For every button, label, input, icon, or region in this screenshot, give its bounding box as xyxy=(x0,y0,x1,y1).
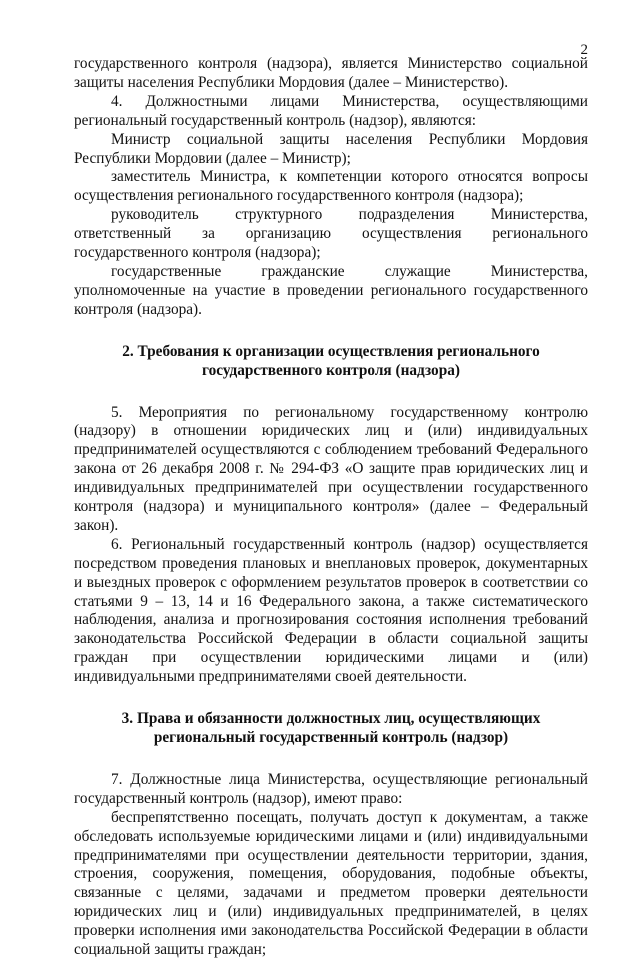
paragraph-item-6: 6. Региональный государственный контроль (надзор) осуществляется посредством проведения плановых и внеплановых проверок, документарных и выездных проверок с оформлением результатов проверок в соответствии со статьями 9 – 13, 14 и 16 Федерального закона, а также систематического наблюдения, анализа и прогнозирования состояния исполнения требований законодательства Российской Федерации в области социальной защиты граждан при осуществлении юридическими лицами и (или) индивидуальными предпринимателями своей деятельности. xyxy=(74,535,588,686)
paragraph-deputy-minister: заместитель Министра, к компетенции которого относятся вопросы осуществления регионального государственного контроля (надзора); xyxy=(74,168,588,205)
paragraph-access-rights: беспрепятственно посещать, получать доступ к документам, а также обследовать используемые юридическими лицами и (или) индивидуальными предпринимателями при осуществлении деятельности территории, здания, строения, сооружения, помещения, оборудования, подобные объекты, связанные с целями, задачами и предметом проверки деятельности юридических лиц и (или) индивидуальных предпринимателей, в целях проверки исполнения ими законодательства Российской Федерации в области социальной защиты граждан; xyxy=(74,808,588,959)
paragraph-continuation: государственного контроля (надзора), является Министерство социальной защиты населения Республики Мордовия (далее – Министерство). xyxy=(74,55,588,91)
page-number: 2 xyxy=(580,42,588,58)
paragraph-department-head: руководитель структурного подразделения Министерства, ответственный за организацию осуществления регионального государственного контроля (надзора); xyxy=(74,206,588,262)
paragraph-item-5: 5. Мероприятия по региональному государственному контролю (надзору) в отношении юридических лиц и (или) индивидуальных предпринимателей осуществляются с соблюдением требований Федерального закона от 26 декабря 2008 г. № 294-ФЗ «О защите прав юридических лиц и индивидуальных предпринимателей при осуществлении государственного контроля (надзора) и муниципального контроля» (далее – Федеральный закон). xyxy=(74,403,588,534)
section-2-heading: 2. Требования к организации осуществления регионального государственного контроля (надзора) xyxy=(122,342,540,379)
paragraph-item-4: 4. Должностными лицами Министерства, осуществляющими региональный государственный контроль (надзор), являются: xyxy=(74,92,588,129)
document-body xyxy=(74,55,588,960)
paragraph-civil-servants: государственные гражданские служащие Министерства, уполномоченные на участие в проведении регионального государственного контроля (надзора). xyxy=(74,262,588,318)
paragraph-item-7: 7. Должностные лица Министерства, осуществляющие региональный государственный контроль (надзор), имеют право: xyxy=(74,770,588,807)
section-3-heading: 3. Права и обязанности должностных лиц, осуществляющих региональный государственный контроль (надзор) xyxy=(121,710,541,746)
paragraph-minister: Министр социальной защиты населения Республики Мордовия Республики Мордовии (далее – Министр); xyxy=(74,130,588,167)
